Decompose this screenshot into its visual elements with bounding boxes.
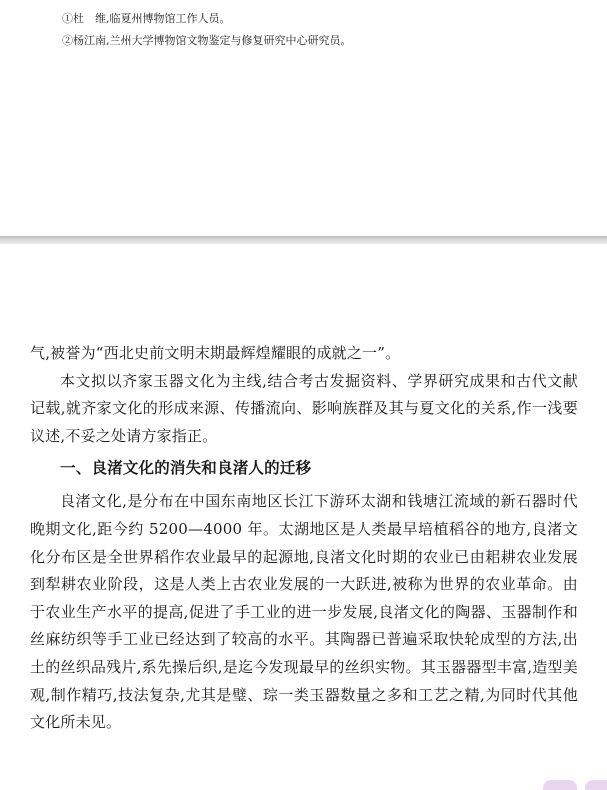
footnote-2: ②杨江南,兰州大学博物馆文物鉴定与修复研究中心研究员。 xyxy=(62,34,352,47)
reader-overlay-tab-edge[interactable] xyxy=(585,780,607,790)
paragraph-continuation: 气,被誉为“西北史前文明末期最辉煌耀眼的成就之一”。 xyxy=(30,344,401,362)
footnote-1: ①杜 维,临夏州博物馆工作人员。 xyxy=(62,12,231,25)
page-separator xyxy=(0,236,607,244)
paragraph-liangzhu: 良渚文化,是分布在中国东南地区长江下游环太湖和钱塘江流域的新石器时代晚期文化,距今约 5200—4000 年。太湖地区是人类最早培植稻谷的地方,良渚文化分布区是全世界稻作农业最早的起源地,良渚文化时期的农业已由耜耕农业发展到犁耕农业阶段，这是人类上古农业发展的一大跃进,被称为世界的农业革命。由于农业生产水平的提高,促进了手工业的进一步发展,良渚文化的陶器、玉器制作和丝麻纺织等手工业已经达到了较高的水平。其陶器已普遍采取快轮成型的方法,出土的丝织品残片,系先操后织,是迄今发现最早的丝织实物。其玉器器型丰富,造型美观,制作精巧,技法复杂,尤其是璧、琮一类玉器数量之多和工艺之精,为同时代其他文化所未见。 xyxy=(30,492,578,732)
current-page xyxy=(0,244,607,790)
paragraph-intro: 本文拟以齐家玉器文化为主线,结合考古发掘资料、学界研究成果和古代文献记载,就齐家文化的形成来源、传播流向、影响族群及其与夏文化的关系,作一浅要议述,不妥之处请方家指正。 xyxy=(30,371,578,445)
section-heading: 一、良渚文化的消失和良渚人的迁移 xyxy=(60,459,312,478)
footnotes xyxy=(62,8,352,52)
reader-overlay-tab[interactable] xyxy=(543,780,577,790)
article-body xyxy=(30,340,578,737)
previous-page-bottom xyxy=(0,0,607,236)
